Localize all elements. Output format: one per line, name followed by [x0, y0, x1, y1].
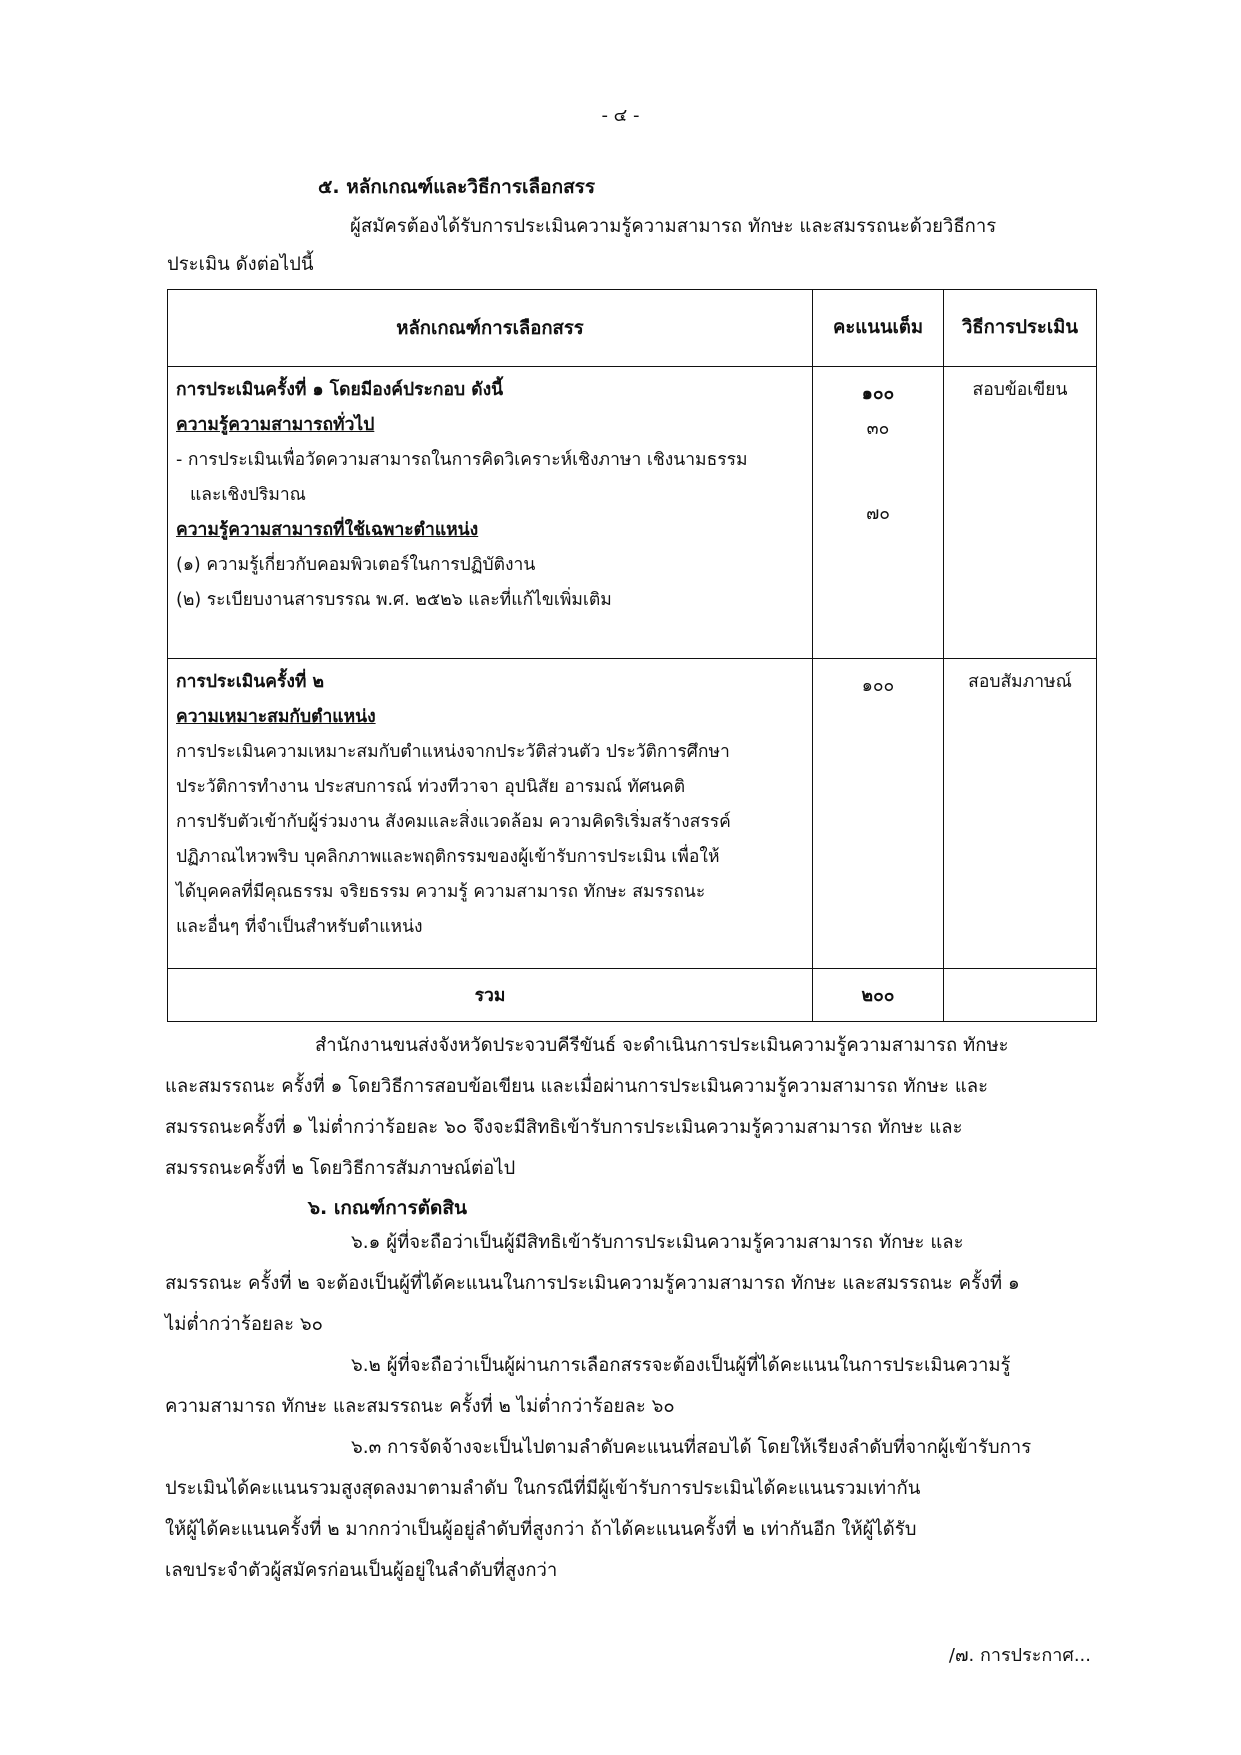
total-score: ๒๐๐	[813, 969, 944, 1022]
general-knowledge-heading: ความรู้ความสามารถทั่วไป	[176, 415, 375, 435]
criteria-cell	[168, 659, 813, 969]
item-line: ๖.๓ การจัดจ้างจะเป็นไปตามลำดับคะแนนที่สอบได้ โดยให้เรียงลำดับที่จากผู้เข้ารับการ	[351, 1437, 1032, 1458]
suitability-text-line: ได้บุคคลที่มีคุณธรรม จริยธรรม ความรู้ ความสามารถ ทักษะ สมรรถนะ	[176, 882, 706, 902]
item-line: ๖.๒ ผู้ที่จะถือว่าเป็นผู้ผ่านการเลือกสรรจะต้องเป็นผู้ที่ได้คะแนนในการประเมินความรู้	[351, 1355, 1011, 1376]
paragraph-line: สมรรถนะครั้งที่ ๑ ไม่ต่ำกว่าร้อยละ ๖๐ จึงจะมีสิทธิเข้ารับการประเมินความรู้ความสามารถ ทักษะ และ	[165, 1117, 963, 1138]
table-header-row	[168, 290, 1097, 367]
general-knowledge-score: ๓๐	[866, 419, 890, 439]
section-6-heading: ๖. เกณฑ์การตัดสิน	[308, 1197, 467, 1219]
table-total-row	[168, 969, 1097, 1022]
method-cell: สอบสัมภาษณ์	[944, 659, 1097, 969]
header-criteria: หลักเกณฑ์การเลือกสรร	[168, 290, 813, 367]
assessment-2-score: ๑๐๐	[861, 676, 895, 696]
continuation-note: /๗. การประกาศ...	[948, 1645, 1091, 1666]
section-5-heading: ๕. หลักเกณฑ์และวิธีการเลือกสรร	[318, 176, 596, 198]
suitability-text-line: ปฏิภาณไหวพริบ บุคลิกภาพและพฤติกรรมของผู้เข้ารับการประเมิน เพื่อให้	[176, 847, 720, 867]
body-paragraph	[165, 1025, 1095, 1189]
specific-knowledge-item-2: (๒) ระเบียบงานสารบรรณ พ.ศ. ๒๕๒๖ และที่แก้ไขเพิ่มเติม	[176, 590, 612, 610]
assessment-2-title: การประเมินครั้งที่ ๒	[176, 672, 325, 692]
general-knowledge-item-cont: และเชิงปริมาณ	[190, 485, 306, 505]
item-line: เลขประจำตัวผู้สมัครก่อนเป็นผู้อยู่ในลำดับที่สูงกว่า	[165, 1560, 558, 1581]
section-5-intro-line2: ประเมิน ดังต่อไปนี้	[167, 254, 314, 275]
paragraph-line: สำนักงานขนส่งจังหวัดประจวบคีรีขันธ์ จะดำเนินการประเมินความรู้ความสามารถ ทักษะ	[315, 1035, 1009, 1056]
specific-knowledge-heading: ความรู้ความสามารถที่ใช้เฉพาะตำแหน่ง	[176, 520, 479, 540]
paragraph-line: และสมรรถนะ ครั้งที่ ๑ โดยวิธีการสอบข้อเขียน และเมื่อผ่านการประเมินความรู้ความสามารถ ทักษะ และ	[165, 1076, 989, 1097]
page-number: - ๔ -	[601, 105, 640, 126]
selection-criteria-table	[167, 289, 1097, 1022]
section-5-intro-line1: ผู้สมัครต้องได้รับการประเมินความรู้ความสามารถ ทักษะ และสมรรถนะด้วยวิธีการ	[350, 216, 997, 237]
suitability-heading: ความเหมาะสมกับตำแหน่ง	[176, 707, 376, 727]
header-full-score: คะแนนเต็ม	[813, 290, 944, 367]
header-method: วิธีการประเมิน	[944, 290, 1097, 367]
paragraph-line: สมรรถนะครั้งที่ ๒ โดยวิธีการสัมภาษณ์ต่อไป	[165, 1158, 516, 1179]
method-cell: สอบข้อเขียน	[944, 367, 1097, 659]
total-label: รวม	[168, 969, 813, 1022]
item-line: ความสามารถ ทักษะ และสมรรถนะ ครั้งที่ ๒ ไม่ต่ำกว่าร้อยละ ๖๐	[165, 1396, 675, 1417]
assessment-1-score: ๑๐๐	[861, 384, 895, 404]
table-row-assessment-2	[168, 659, 1097, 969]
criteria-item-6-2	[165, 1345, 1095, 1427]
item-line: ประเมินได้คะแนนรวมสูงสุดลงมาตามลำดับ ในกรณีที่มีผู้เข้ารับการประเมินได้คะแนนรวมเท่ากัน	[165, 1478, 921, 1499]
specific-knowledge-item-1: (๑) ความรู้เกี่ยวกับคอมพิวเตอร์ในการปฏิบัติงาน	[176, 555, 536, 575]
score-cell	[813, 367, 944, 659]
general-knowledge-item: - การประเมินเพื่อวัดความสามารถในการคิดวิเคราะห์เชิงภาษา เชิงนามธรรม	[176, 450, 748, 470]
table-row-assessment-1	[168, 367, 1097, 659]
suitability-text-line: การประเมินความเหมาะสมกับตำแหน่งจากประวัติส่วนตัว ประวัติการศึกษา	[176, 742, 730, 762]
item-line: สมรรถนะ ครั้งที่ ๒ จะต้องเป็นผู้ที่ได้คะแนนในการประเมินความรู้ความสามารถ ทักษะ และสมรรถนะ ครั้งที่ ๑	[165, 1273, 1020, 1294]
suitability-text-line: และอื่นๆ ที่จำเป็นสำหรับตำแหน่ง	[176, 917, 423, 937]
item-line: ไม่ต่ำกว่าร้อยละ ๖๐	[165, 1314, 323, 1335]
item-line: ให้ผู้ได้คะแนนครั้งที่ ๒ มากกว่าเป็นผู้อยู่ลำดับที่สูงกว่า ถ้าได้คะแนนครั้งที่ ๒ เท่ากันอีก ให้ผู้ได้รับ	[165, 1519, 917, 1540]
suitability-text-line: ประวัติการทำงาน ประสบการณ์ ท่วงทีวาจา อุปนิสัย อารมณ์ ทัศนคติ	[176, 777, 686, 797]
criteria-item-6-3	[165, 1427, 1095, 1591]
criteria-cell	[168, 367, 813, 659]
assessment-1-title: การประเมินครั้งที่ ๑ โดยมีองค์ประกอบ ดังนี้	[176, 380, 504, 400]
score-cell	[813, 659, 944, 969]
criteria-item-6-1	[165, 1222, 1095, 1345]
total-method	[944, 969, 1097, 1022]
specific-knowledge-score: ๗๐	[866, 504, 890, 524]
item-line: ๖.๑ ผู้ที่จะถือว่าเป็นผู้มีสิทธิเข้ารับการประเมินความรู้ความสามารถ ทักษะ และ	[351, 1232, 964, 1253]
suitability-text-line: การปรับตัวเข้ากับผู้ร่วมงาน สังคมและสิ่งแวดล้อม ความคิดริเริ่มสร้างสรรค์	[176, 812, 731, 832]
